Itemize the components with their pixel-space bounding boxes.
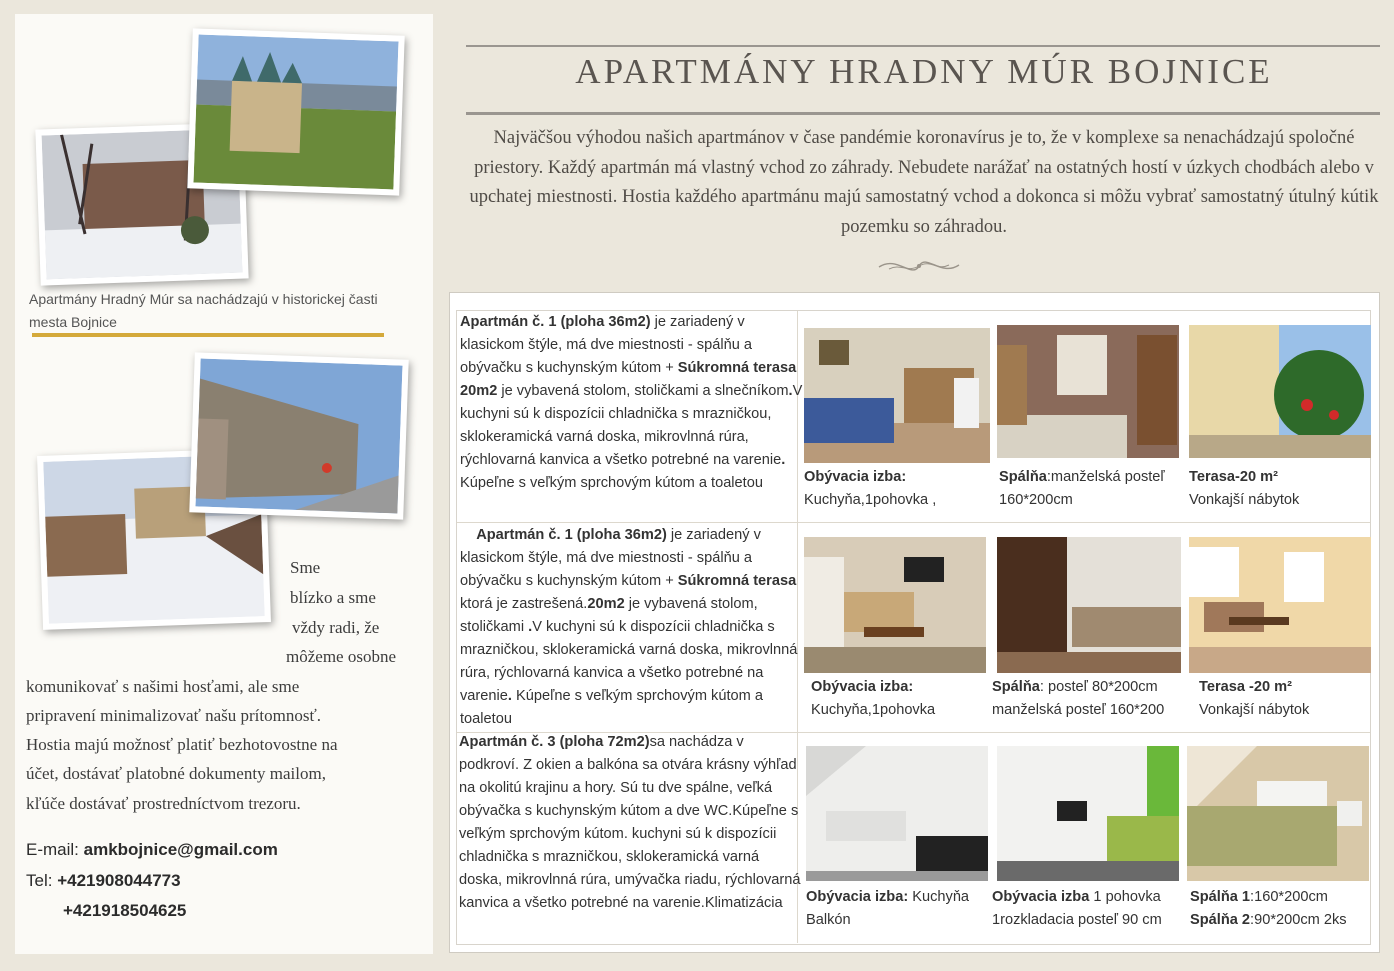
label-living-room: Obývacia izba: Kuchyňa,1pohovka [811, 679, 936, 718]
email-link[interactable]: amkbojnice@gmail.com [83, 840, 278, 859]
photo-castle-panorama [187, 28, 404, 195]
photo-attic-bedroom [1187, 746, 1369, 881]
location-caption: Apartmány Hradný Múr sa nachádzajú v historickej časti mesta Bojnice [29, 291, 378, 330]
phone-line-2 [63, 901, 186, 921]
left-text-line: účet, dostávať platobné dokumenty mailom, [26, 764, 326, 783]
email-label: E-mail: [26, 840, 84, 859]
label-living-room: Obývacia izba: Kuchyňa,1pohovka , [804, 469, 937, 508]
photo-kitchen [804, 537, 986, 673]
photo-bedroom-2 [997, 537, 1181, 673]
phone-1[interactable]: +421908044773 [57, 871, 181, 890]
page-title: APARTMÁNY HRADNY MÚR BOJNICE [575, 52, 1273, 91]
apartment-2-description: Apartmán č. 1 (ploha 36m2) je zariadený v klasickom štýle, má dve miestnosti - spálňu a obývačku s kuchynským kútom + Súkromná terasa ktorá je zastrešená.20m2 je vybavená stolom, stoličkami .V kuchyni sú k dispozícii chladnička s mrazničkou, sklokeramická varná doska, mikrovlnná rúra, rýchlovarná kanvica a všetko potrebné na varenie. Kúpeľne s veľkým sprchovým kútom a toaletou [460, 527, 798, 727]
phone-2[interactable]: +421918504625 [63, 901, 187, 920]
photo-terrace [1189, 325, 1371, 458]
header-rule-bottom [466, 112, 1380, 115]
apartment-1-description: Apartmán č. 1 (ploha 36m2) je zariadený v klasickom štýle, má dve miestnosti - spálňu a obývačku s kuchynským kútom + Súkromná terasa 20m2 je vybavená stolom, stoličkami a slnečníkom.V kuchyni sú k dispozícii chladnička s mrazničkou, sklokeramická varná doska, mikrovlnná rúra, rýchlovarná kanvica a všetko potrebné na varenie. Kúpeľne s veľkým sprchovým kútom a toaletou [460, 314, 803, 491]
photo-attic-kitchen [806, 746, 988, 881]
left-text-line: vždy radi, že [292, 618, 380, 637]
label-living-room: Obývacia izba: Kuchyňa Balkón [806, 889, 970, 928]
photo-castle-wall [189, 352, 408, 519]
left-text-line: Hostia majú možnosť platiť bezhotovostne na [26, 735, 338, 754]
flourish-ornament [877, 253, 961, 279]
left-text-line: Sme [290, 558, 321, 577]
label-living-room-2: Obývacia izba 1 pohovka 1rozkladacia posteľ 90 cm [992, 889, 1162, 928]
photo-attic-living [997, 746, 1179, 881]
label-terrace: Terasa-20 m² Vonkajší nábytok [1189, 469, 1300, 508]
apartment-3-description: Apartmán č. 3 (ploha 72m2)sa nachádza v podkroví. Z okien a balkóna sa otvára krásny výhľad na okolitú krajinu a hory. Sú tu dve spálne, veľká obývačka s kuchynským kútom a dve WC.Kúpeľne s veľkým sprchovým kútom. kuchyni sú k dispozícii chladnička s mrazničkou, sklokeramická varná doska, mikrovlnná rúra, umývačka riadu, rýchlovarná kanvica a všetko potrebné na varenie.Klimatizácia [459, 734, 801, 911]
left-text-line: kľúče dostávať prostredníctvom trezoru. [26, 794, 301, 813]
label-bedrooms: Spálňa 1:160*200cm Spálňa 2:90*200cm 2ks [1190, 889, 1347, 928]
left-text-line: môžeme osobne [286, 647, 396, 666]
left-text-line: komunikovať s našimi hosťami, ale sme [26, 677, 300, 696]
photo-living-room [804, 328, 990, 463]
header-rule-top [466, 45, 1380, 47]
phone-line [26, 871, 181, 891]
left-text-line: pripravení minimalizovať našu prítomnosť. [26, 706, 321, 725]
label-terrace: Terasa -20 m² Vonkajší nábytok [1199, 679, 1310, 718]
label-bedroom: Spálňa: posteľ 80*200cm manželská posteľ 160*200 [992, 679, 1165, 718]
photo-bedroom [997, 325, 1179, 458]
photo-covered-terrace [1189, 537, 1371, 673]
divider [32, 333, 384, 337]
tel-label: Tel: [26, 871, 58, 890]
intro-paragraph: Najväčšou výhodou našich apartmánov v čase pandémie koronavírus je to, že v komplexe sa nenachádzajú spoločné priestory. Každý apartmán má vlastný vchod zo záhrady. Nebudete narážať na ostatných hostí v úzkych chodbách alebo v upchatej miestnosti. Hostia každého apartmánu majú samostatný vchod a dokonca si môžu vybrať samostatný útulný kútik pozemku so záhradou. [469, 128, 1379, 237]
row-separator [457, 522, 1370, 523]
email-line [26, 840, 278, 860]
label-bedroom: Spálňa:manželská posteľ 160*200cm [999, 469, 1165, 508]
left-text-line: blízko a sme [290, 588, 376, 607]
